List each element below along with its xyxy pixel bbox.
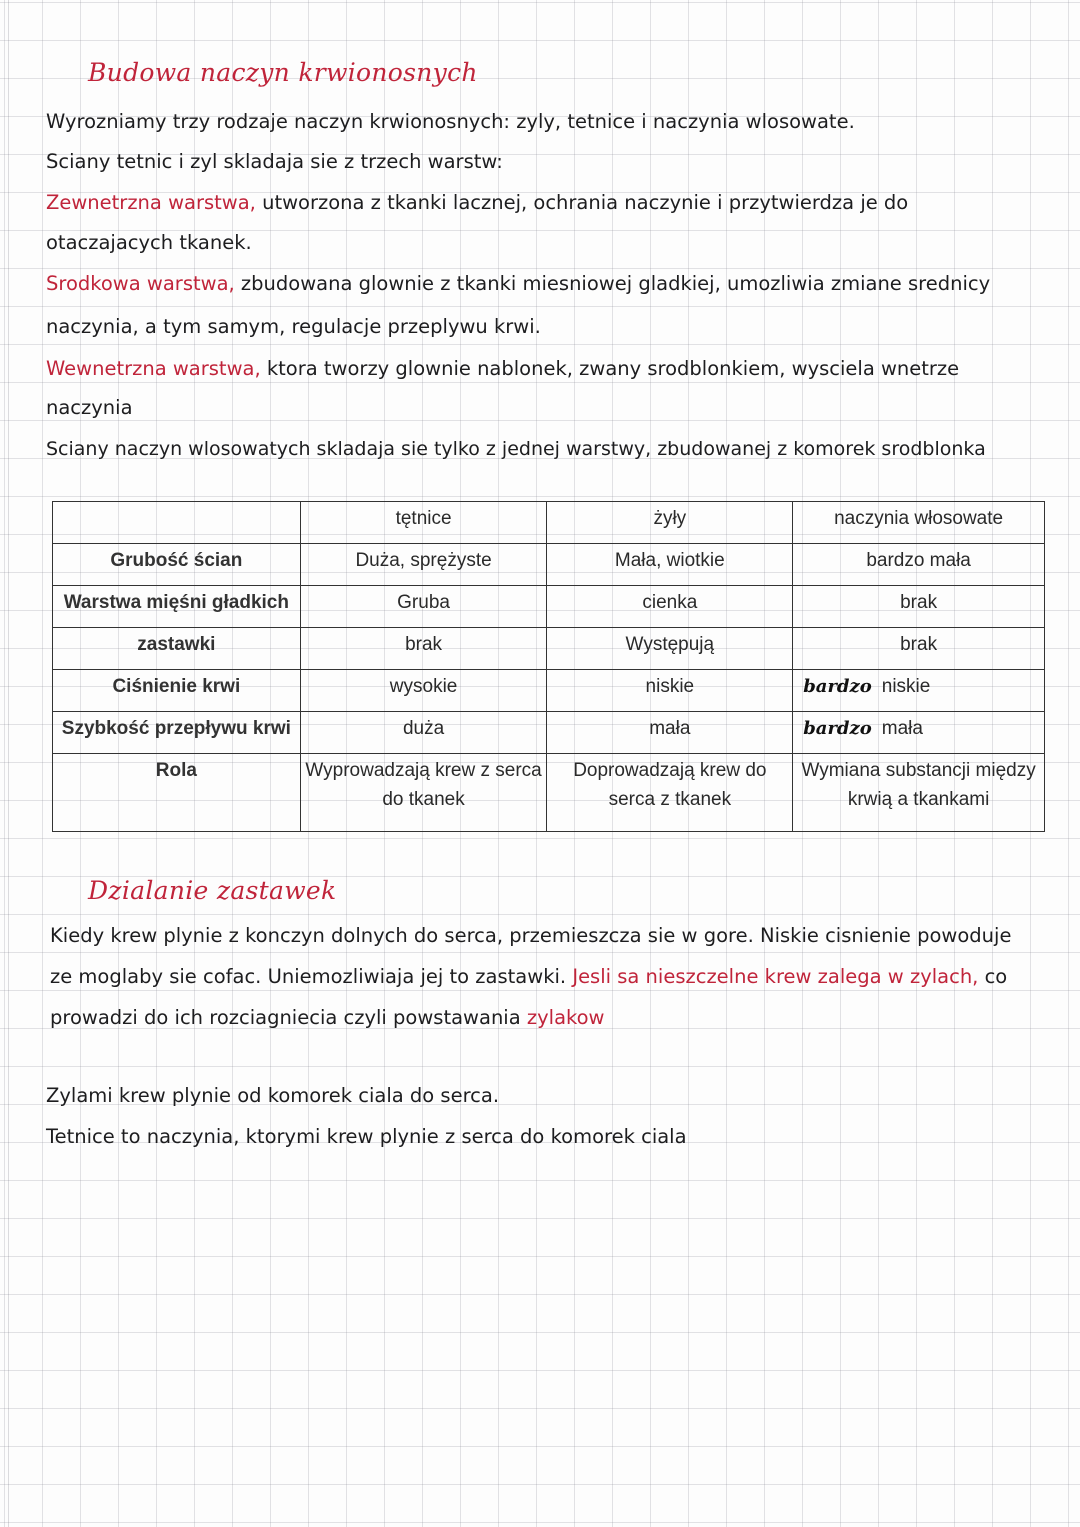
cell-veins: Mała, wiotkie	[547, 544, 793, 586]
cell-arteries: Wyprowadzają krew z serca do tkanek	[300, 754, 547, 832]
paragraph-outer-layer	[46, 191, 908, 215]
cell-capillaries-value: mała	[881, 718, 923, 740]
valves-2-highlight: Jesli sa nieszczelne krew zalega w zylach,	[572, 965, 979, 988]
section-title-vessels: Budowa naczyn krwionosnych	[88, 58, 478, 87]
paragraph-walls: Sciany tetnic i zyl skladaja sie z trzech warstw:	[46, 150, 503, 173]
paragraph-outer-layer-cont: otaczajacych tkanek.	[46, 231, 252, 254]
table-row	[53, 712, 1045, 754]
cell-arteries: wysokie	[300, 670, 547, 712]
paragraph-middle-layer-cont: naczynia, a tym samym, regulacje przeplywu krwi.	[46, 315, 541, 338]
cell-capillaries-value: niskie	[881, 676, 931, 698]
cell-capillaries	[793, 712, 1045, 754]
paragraph-capillaries: Sciany naczyn wlosowatych skladaja sie tylko z jednej warstwy, zbudowanej z komorek srodblonka	[46, 438, 986, 460]
row-label: Grubość ścian	[53, 544, 301, 586]
page-margin-line	[8, 0, 9, 1527]
cell-capillaries: brak	[793, 628, 1045, 670]
summary-arteries: Tetnice to naczynia, ktorymi krew plynie z serca do komorek ciala	[46, 1125, 687, 1148]
cell-capillaries: brak	[793, 586, 1045, 628]
paragraph-intro: Wyrozniamy trzy rodzaje naczyn krwionosnych: zyly, tetnice i naczynia wlosowate.	[46, 110, 855, 133]
paragraph-inner-layer	[46, 357, 959, 381]
section-title-valves: Dzialanie zastawek	[88, 876, 337, 905]
cell-veins: cienka	[547, 586, 793, 628]
row-label: zastawki	[53, 628, 301, 670]
valves-3-highlight: zylakow	[526, 1006, 605, 1029]
table-row	[53, 670, 1045, 712]
valves-3-text: prowadzi do ich rozciagniecia czyli powstawania	[50, 1006, 527, 1029]
inner-layer-text: ktora tworzy glownie nablonek, zwany srodblonkiem, wysciela wnetrze	[260, 357, 960, 380]
table-row	[53, 544, 1045, 586]
table-header-empty	[53, 502, 301, 544]
paragraph-valves-3	[50, 1006, 605, 1030]
cell-arteries: Gruba	[300, 586, 547, 628]
handwritten-prefix: bardzo	[803, 718, 872, 740]
table-row	[53, 628, 1045, 670]
table-header-arteries: tętnice	[300, 502, 547, 544]
row-label: Rola	[53, 754, 301, 832]
row-label: Warstwa mięśni gładkich	[53, 586, 301, 628]
table-header-capillaries: naczynia włosowate	[793, 502, 1045, 544]
cell-veins: niskie	[547, 670, 793, 712]
inner-layer-label: Wewnetrzna warstwa,	[46, 357, 261, 380]
middle-layer-label: Srodkowa warstwa,	[46, 272, 235, 295]
table-header-row	[53, 502, 1045, 544]
paragraph-valves-2	[50, 965, 1007, 989]
table-row	[53, 586, 1045, 628]
outer-layer-text: utworzona z tkanki lacznej, ochrania naczynie i przytwierdza je do	[255, 191, 909, 214]
cell-veins: Doprowadzają krew do serca z tkanek	[547, 754, 793, 832]
row-label: Szybkość przepływu krwi	[53, 712, 301, 754]
cell-arteries: Duża, sprężyste	[300, 544, 547, 586]
cell-capillaries	[793, 670, 1045, 712]
table-row	[53, 754, 1045, 832]
vessel-comparison-table	[52, 501, 1045, 832]
row-label: Ciśnienie krwi	[53, 670, 301, 712]
cell-arteries: brak	[300, 628, 547, 670]
middle-layer-text: zbudowana glownie z tkanki miesniowej gladkiej, umozliwia zmiane srednicy	[234, 272, 991, 295]
paragraph-valves-1: Kiedy krew plynie z konczyn dolnych do serca, przemieszcza sie w gore. Niskie cisnienie powoduje	[50, 924, 1012, 947]
cell-veins: Występują	[547, 628, 793, 670]
outer-layer-label: Zewnetrzna warstwa,	[46, 191, 256, 214]
summary-veins: Zylami krew plynie od komorek ciala do serca.	[46, 1084, 500, 1107]
table-header-veins: żyły	[547, 502, 793, 544]
cell-capillaries: Wymiana substancji między krwią a tkankami	[793, 754, 1045, 832]
paragraph-inner-layer-cont: naczynia	[46, 396, 133, 419]
paragraph-middle-layer	[46, 272, 990, 296]
handwritten-prefix: bardzo	[803, 676, 872, 698]
valves-2-end: co	[978, 965, 1008, 988]
cell-capillaries: bardzo mała	[793, 544, 1045, 586]
cell-veins: mała	[547, 712, 793, 754]
cell-arteries: duża	[300, 712, 547, 754]
valves-2-text: ze moglaby sie cofac. Uniemozliwiaja jej to zastawki.	[50, 965, 573, 988]
